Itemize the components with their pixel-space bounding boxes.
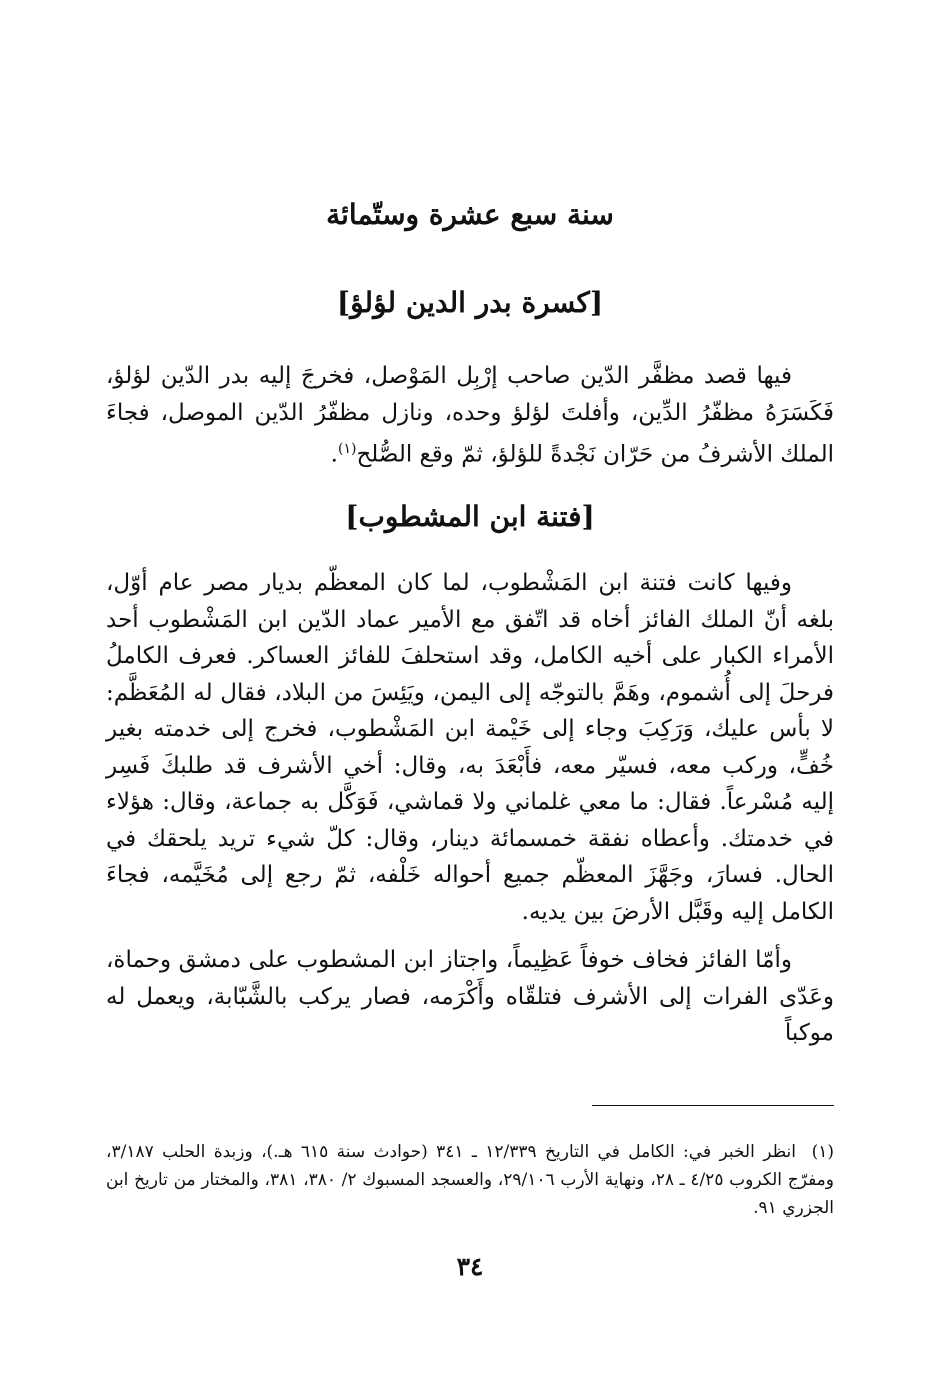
paragraph <box>106 358 834 473</box>
section-heading-badr-al-din: [كسرة بدر الدين لؤلؤ] <box>336 286 604 319</box>
page-title: سنة سبع عشرة وستّمائة <box>326 198 614 231</box>
section-body-badr-al-din <box>106 358 834 473</box>
page-number: ٣٤ <box>456 1252 484 1281</box>
paragraph-end: . <box>330 441 338 468</box>
paragraph: وأمّا الفائز فخاف خوفاً عَظِيماً، واجتاز ابن المشطوب على دمشق وحماة، وعَدّى الفرات إلى الأشرف فتلقّاه وأَكْرَمه، فصار يركب بالشَّبّابة، ويعمل له موكباً <box>106 947 834 1046</box>
footnote-ref: (١) <box>337 441 357 457</box>
footnote-separator <box>592 1105 834 1106</box>
paragraph-text: فيها قصد مظفَّر الدّين صاحب إرْبِل المَوْصل، فخرجَ إليه بدر الدّين لؤلؤ، فَكَسَرَهُ مظفّرُ الدِّين، وأفلتَ لؤلؤ وحده، ونازل مظفّرُ الدّين الموصل، فجاءَ الملك الأشرفُ من حَرّان نَجْدةً للؤلؤ، ثمّ وقع الصُّلح <box>106 363 834 468</box>
footnote-text: انظر الخبر في: الكامل في التاريخ ١٢/٣٣٩ ـ ٣٤١ (حوادث سنة ٦١٥ هـ.)، وزبدة الحلب ٣/١٨٧، ومفرّج الكروب ٤/٢٥ ـ ٢٨، ونهاية الأرب ٢٩/١٠٦، والعسجد المسبوك ٢/ ٣٨٠، ٣٨١، والمختار من تاريخ ابن الجزري ٩١. <box>106 1142 834 1218</box>
section-heading-ibn-al-mashtub: [فتنة ابن المشطوب] <box>345 500 595 533</box>
section-body-ibn-al-mashtub <box>106 565 834 1052</box>
footnote-number: (١) <box>811 1142 834 1162</box>
footnote <box>106 1138 834 1222</box>
paragraph: وفيها كانت فتنة ابن المَشْطوب، لما كان المعظّم بديار مصر عام أوّل، بلغه أنّ الملك الفائز أخاه قد اتّفق مع الأمير عماد الدّين ابن المَشْطوب أحد الأمراء الكبار على أخيه الكامل، وقد استحلفَ للفائز العساكر. فعرف الكاملُ فرحلَ إلى أُشموم، وهَمَّ بالتوجّه إلى اليمن، ويَئِسَ من البلاد، فقال له المُعَظَّم: لا بأس عليك، وَرَكِبَ وجاء إلى خَيْمة ابن المَشْطوب، فخرج إلى خدمته بغير خُفٍّ، وركب معه، فسيّر معه، فأَبْعَدَ به، وقال: أخي الأشرف قد طلبكَ فَسِر إليه مُسْرعاً. فقال: ما معي غلماني ولا قماشي، فَوَكَّل به جماعة، وقال: هؤلاء في خدمتك. وأعطاه نفقة خمسمائة دينار، وقال: كلّ شيء تريد يلحقك في الحال. فسارَ، وجَهَّزَ المعظّم جميع أحواله خَلْفه، ثمّ رجع إلى مُخَيَّمه، فجاءَ الكامل إليه وقَبَّل الأرضَ بين يديه. <box>106 570 834 925</box>
